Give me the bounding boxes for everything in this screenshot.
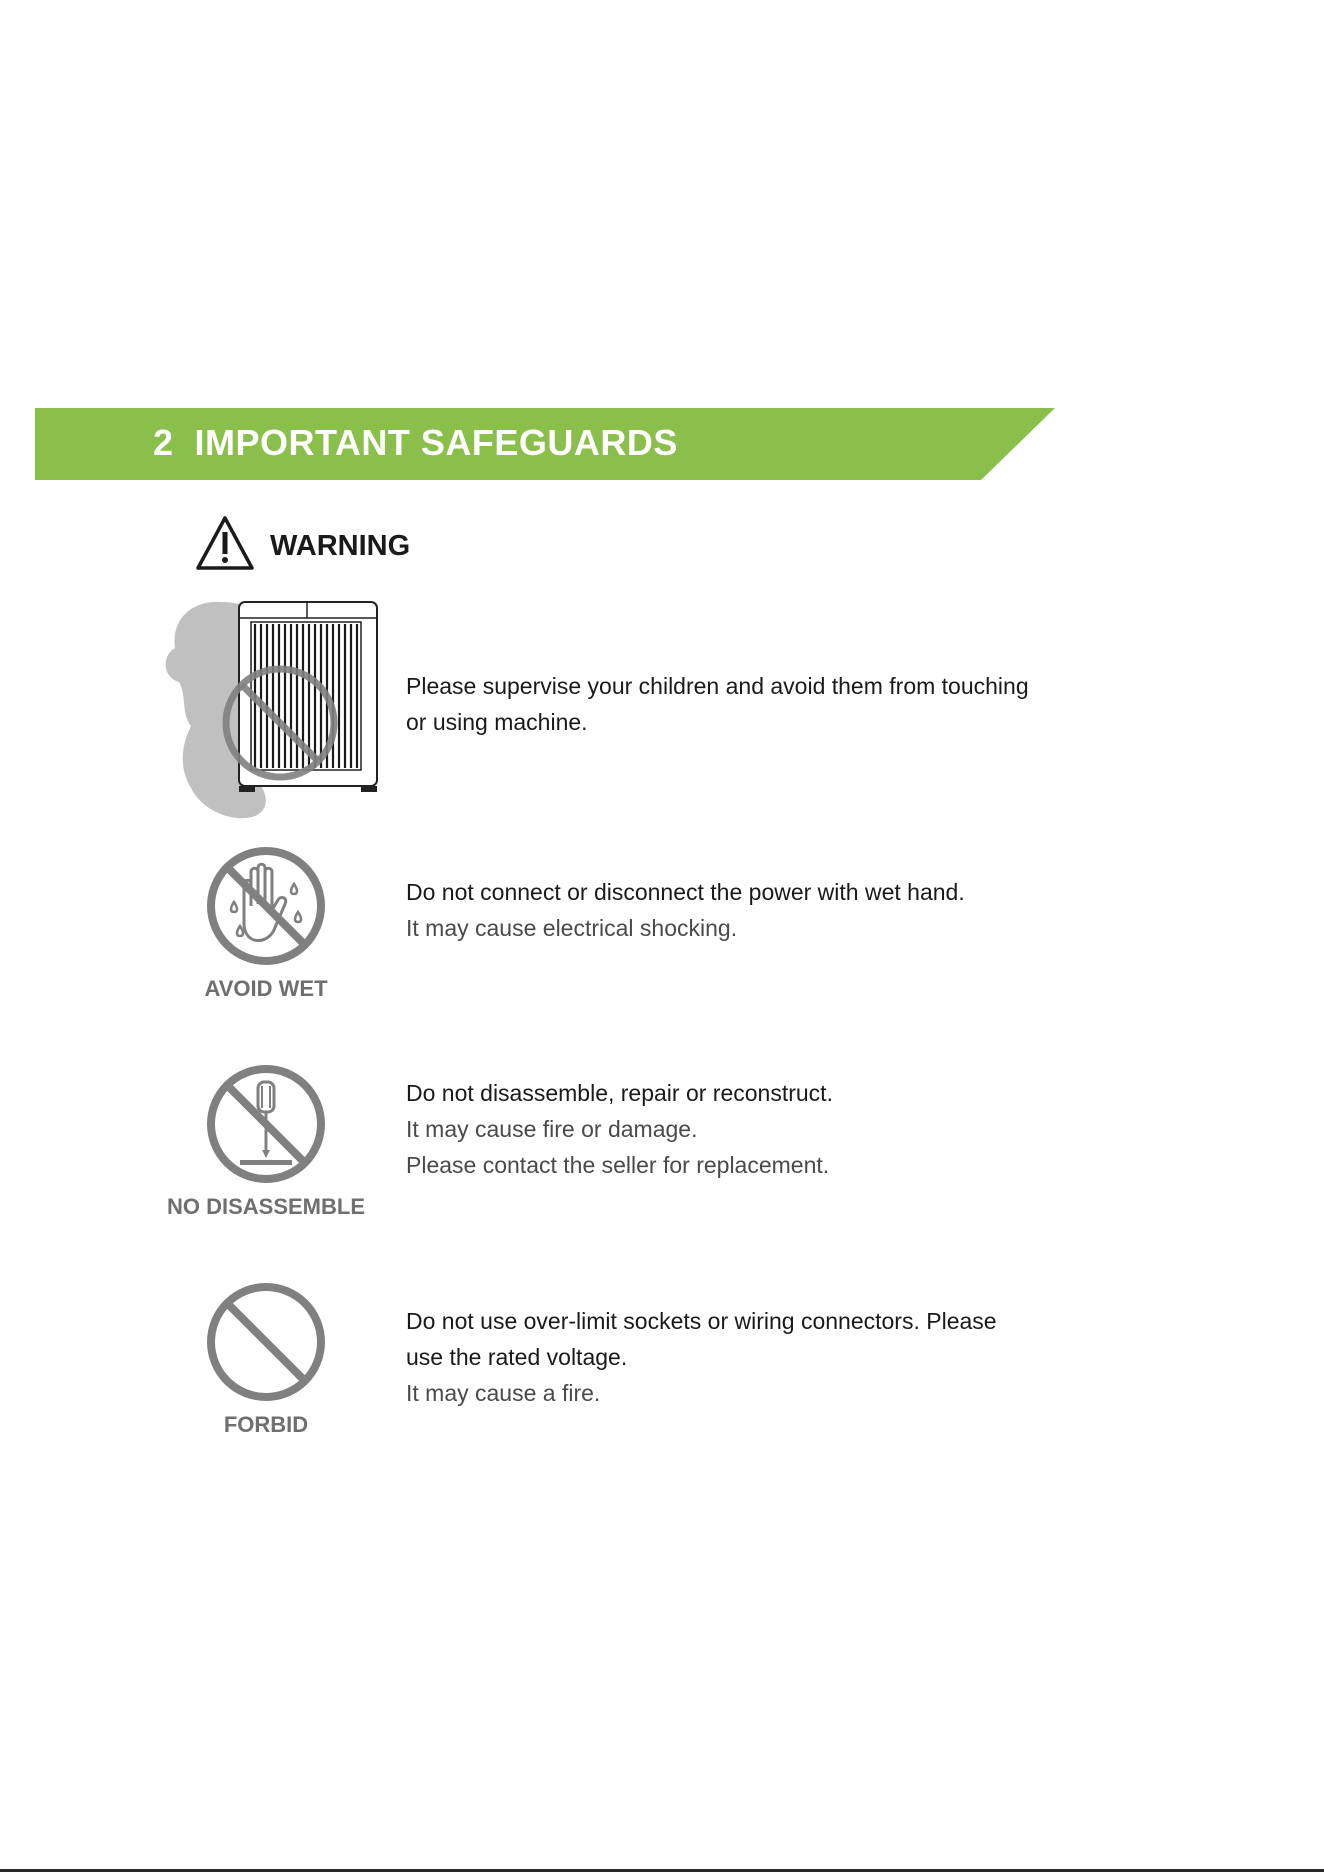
section-banner	[35, 408, 1055, 480]
warning-label: WARNING	[270, 530, 411, 562]
no-disassemble-caption: NO DISASSEMBLE	[166, 1194, 366, 1219]
item-disassemble-note-2: Please contact the seller for replacement.	[406, 1152, 830, 1178]
item-forbid-line-2: use the rated voltage.	[406, 1344, 628, 1370]
avoid-wet-caption: AVOID WET	[204, 976, 328, 1001]
item-disassemble-text	[406, 1075, 1226, 1183]
item-wet-text	[406, 874, 1226, 946]
item-wet-note-1: It may cause electrical shocking.	[406, 915, 738, 941]
forbid-caption: FORBID	[223, 1412, 309, 1437]
section-title	[153, 422, 678, 464]
child-machine-prohibited-icon	[151, 596, 381, 821]
item-child-line-1: Please supervise your children and avoid them from touching	[406, 673, 1029, 699]
item-disassemble-line-1: Do not disassemble, repair or reconstruct.	[406, 1080, 833, 1106]
item-child-text	[406, 668, 1226, 740]
item-disassemble-note-1: It may cause fire or damage.	[406, 1116, 698, 1142]
avoid-wet-block	[136, 844, 396, 1002]
item-child-line-2: or using machine.	[406, 709, 588, 735]
warning-triangle-icon	[194, 514, 256, 572]
section-heading: IMPORTANT SAFEGUARDS	[194, 422, 678, 463]
forbid-block	[136, 1280, 396, 1438]
section-number: 2	[153, 422, 174, 463]
item-forbid-text	[406, 1303, 1226, 1411]
item-forbid-note-1: It may cause a fire.	[406, 1380, 601, 1406]
screwdriver-prohibited-icon	[204, 1062, 328, 1186]
wet-hand-prohibited-icon	[204, 844, 328, 968]
no-disassemble-block	[136, 1062, 396, 1220]
item-forbid-line-1: Do not use over-limit sockets or wiring connectors. Please	[406, 1308, 997, 1334]
child-machine-illustration-block	[136, 596, 396, 821]
forbid-icon	[204, 1280, 328, 1404]
item-wet-line-1: Do not connect or disconnect the power with wet hand.	[406, 879, 965, 905]
